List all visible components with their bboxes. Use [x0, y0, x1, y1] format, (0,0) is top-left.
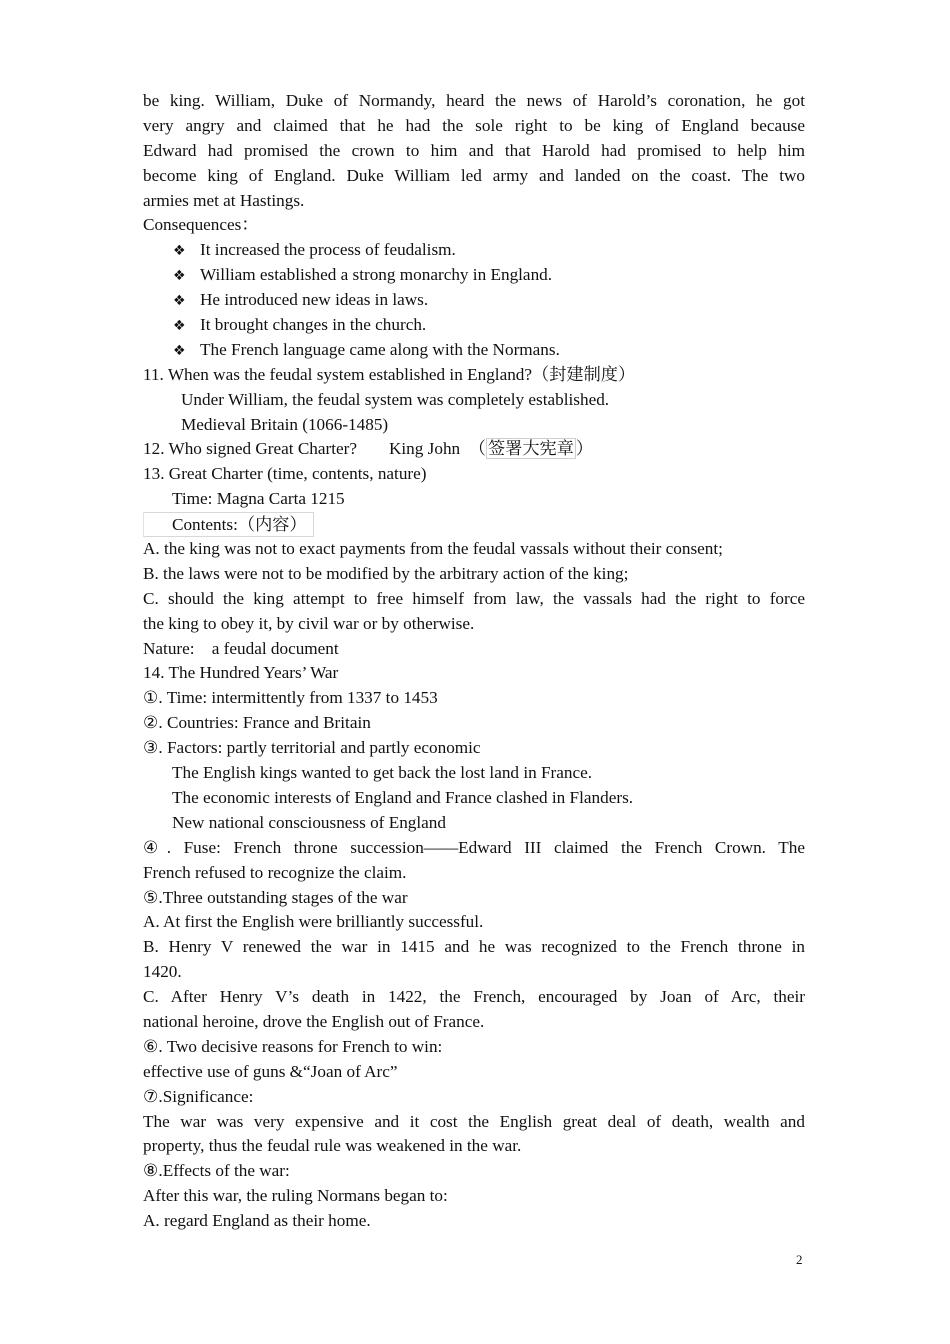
list-item: ⑤.Three outstanding stages of the war [143, 887, 408, 907]
chinese-note: 签署大宪章 [487, 439, 574, 459]
bullet-text: William established a strong monarchy in England. [200, 265, 553, 285]
bullet-item [143, 263, 805, 288]
diamond-bullet-icon: ❖ [173, 293, 186, 310]
paragraph-line: very angry and claimed that he had the sole right to be king of England because [143, 115, 805, 135]
bullet-item [143, 338, 805, 363]
paragraph-line: be king. William, Duke of Normandy, heard the news of Harold’s coronation, he got [143, 91, 805, 110]
document-body [143, 89, 805, 1234]
question-14: 14. The Hundred Years’ War [143, 663, 339, 683]
diamond-bullet-icon: ❖ [173, 268, 186, 285]
diamond-bullet-icon: ❖ [173, 342, 186, 359]
sub-item: A. regard England as their home. [143, 1211, 371, 1231]
answer-line: Medieval Britain (1066-1485) [181, 414, 389, 434]
paragraph-line: A. the king was not to exact payments from the feudal vassals without their consent; [143, 539, 723, 559]
question-12 [143, 437, 805, 462]
paragraph-line: The war was very expensive and it cost the English great deal of death, wealth and [143, 1111, 805, 1131]
paragraph-line: After this war, the ruling Normans began to: [143, 1186, 448, 1206]
list-item: ⑥. Two decisive reasons for French to win: [143, 1036, 443, 1056]
paragraph-line: become king of England. Duke William led army and landed on the coast. The two [143, 165, 805, 185]
sub-item: effective use of guns &“Joan of Arc” [143, 1061, 398, 1081]
paragraph-line: Edward had promised the crown to him and that Harold had promised to help him [143, 140, 805, 160]
list-item: ⑦.Significance: [143, 1086, 254, 1106]
open-paren: （ [468, 439, 486, 459]
list-item: ④. Fuse: French throne succession——Edward III claimed the French Crown. The [143, 837, 805, 857]
sub-item: B. Henry V renewed the war in 1415 and he was recognized to the French throne in [143, 937, 805, 957]
list-item: ①. Time: intermittently from 1337 to 1453 [143, 688, 438, 708]
sub-item: The economic interests of England and France clashed in Flanders. [172, 787, 634, 807]
sub-item-continued: national heroine, drove the English out of France. [143, 1011, 485, 1031]
question-13: 13. Great Charter (time, contents, nature) [143, 464, 427, 484]
diamond-bullet-icon: ❖ [173, 318, 186, 335]
diamond-bullet-icon: ❖ [173, 243, 186, 260]
sub-item-continued: 1420. [143, 962, 182, 982]
list-item-continued: French refused to recognize the claim. [143, 862, 407, 882]
paragraph-line: the king to obey it, by civil war or by otherwise. [143, 613, 475, 633]
sub-item: The English kings wanted to get back the lost land in France. [172, 763, 593, 783]
consequences-heading: Consequences： [143, 215, 259, 235]
bullet-item [143, 238, 805, 263]
sub-item: A. At first the English were brilliantly successful. [143, 912, 484, 932]
close-paren: ） [575, 439, 594, 459]
paragraph-line: armies met at Hastings. [143, 190, 305, 210]
bullet-item [143, 313, 805, 338]
nature-line: Nature: a feudal document [143, 638, 339, 658]
answer-line: Time: Magna Carta 1215 [172, 489, 345, 509]
contents-line [143, 512, 805, 537]
sub-item: C. After Henry V’s death in 1422, the French, encouraged by Joan of Arc, their [143, 987, 805, 1007]
list-item: ②. Countries: France and Britain [143, 713, 371, 733]
sub-item: New national consciousness of England [172, 812, 446, 832]
list-item: ⑧.Effects of the war: [143, 1161, 290, 1181]
paragraph-line: B. the laws were not to be modified by the arbitrary action of the king; [143, 563, 629, 583]
bullet-item [143, 288, 805, 313]
list-item: ③. Factors: partly territorial and partly economic [143, 738, 481, 758]
question-text: 12. Who signed Great Charter? [143, 439, 357, 459]
answer-text: King John [388, 439, 461, 459]
paragraph-line: C. should the king attempt to free himself from law, the vassals had the right to force [143, 588, 805, 608]
bullet-text: It brought changes in the church. [200, 315, 427, 335]
question-11: 11. When was the feudal system established in England?（封建制度） [143, 364, 636, 384]
bullet-text: He introduced new ideas in laws. [200, 290, 429, 310]
paragraph-line: property, thus the feudal rule was weakened in the war. [143, 1136, 522, 1156]
bullet-text: It increased the process of feudalism. [200, 240, 456, 260]
page-number: 2 [796, 1252, 803, 1267]
bullet-text: The French language came along with the Normans. [200, 339, 560, 359]
answer-line: Under William, the feudal system was completely established. [181, 389, 610, 409]
contents-box: Contents:（内容） [143, 512, 314, 537]
